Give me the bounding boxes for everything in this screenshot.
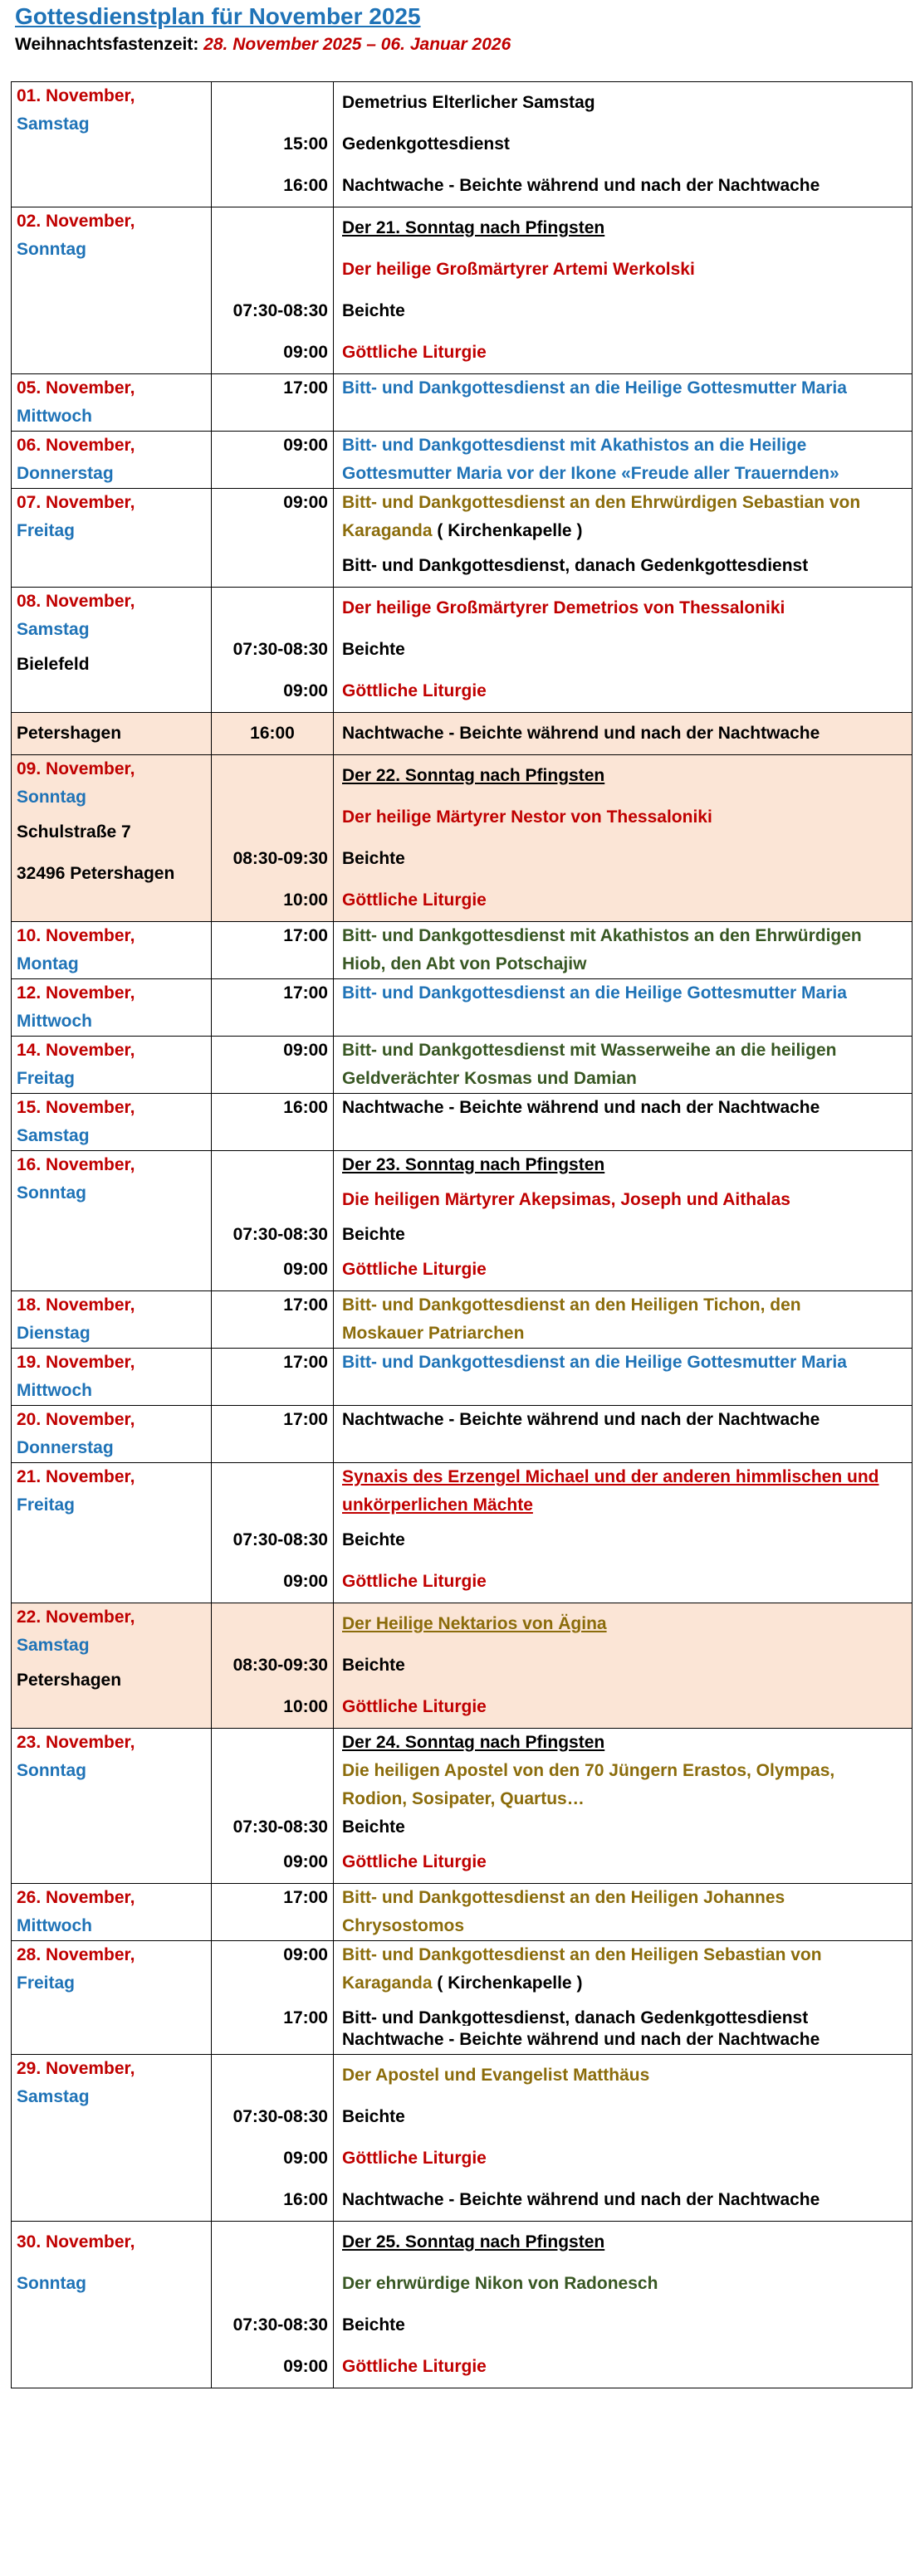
row-weekday: Freitag	[17, 521, 76, 540]
service-cell	[334, 755, 913, 922]
row-date: 05. November,	[17, 378, 135, 398]
schedule-row	[12, 1037, 913, 1094]
fasting-period	[15, 35, 511, 55]
event-title-cont: Chrysostomos	[342, 1916, 465, 1935]
schedule-row	[12, 1463, 913, 1603]
event-time: 09:00	[283, 2357, 328, 2376]
saint-of-day: Die heiligen Märtyrer Akepsimas, Joseph und Aithalas	[342, 1190, 790, 1209]
time-cell	[212, 713, 334, 755]
date-cell	[12, 755, 212, 922]
event-title: Göttliche Liturgie	[342, 2357, 487, 2376]
schedule-row	[12, 713, 913, 755]
row-date: 12. November,	[17, 983, 135, 1003]
event-title: Bitt- und Dankgottesdienst an den Heiligen Johannes	[342, 1888, 785, 1907]
service-cell	[334, 2222, 913, 2388]
event-time: 17:00	[283, 2008, 328, 2027]
service-cell	[334, 1884, 913, 1941]
service-schedule-table	[11, 81, 913, 2388]
feast-title: Synaxis des Erzengel Michael und der anderen himmlischen und	[342, 1467, 879, 1486]
row-address-street: Schulstraße 7	[17, 822, 131, 842]
event-title: Göttliche Liturgie	[342, 1260, 487, 1279]
event-title-cont: Moskauer Patriarchen	[342, 1324, 525, 1343]
schedule-row	[12, 1603, 913, 1729]
schedule-row	[12, 1941, 913, 2055]
date-cell	[12, 432, 212, 489]
event-title: Göttliche Liturgie	[342, 2149, 487, 2168]
event-title: Bitt- und Dankgottesdienst an den Heiligen Sebastian von	[342, 1945, 822, 1964]
sunday-title: Der 23. Sonntag nach Pfingsten	[342, 1155, 605, 1174]
time-cell	[212, 588, 334, 713]
event-title: Bitt- und Dankgottesdienst mit Akathistos an den Ehrwürdigen	[342, 926, 862, 945]
event-time: 17:00	[283, 926, 328, 945]
event-title: Beichte	[342, 1225, 405, 1244]
row-date: 15. November,	[17, 1098, 135, 1117]
row-date: 01. November,	[17, 86, 135, 105]
event-time: 17:00	[283, 1888, 328, 1907]
row-date: 29. November,	[17, 2059, 135, 2078]
event-time: 16:00	[283, 176, 328, 195]
date-cell	[12, 1406, 212, 1463]
date-cell	[12, 588, 212, 713]
row-weekday: Mittwoch	[17, 407, 92, 426]
row-date: 18. November,	[17, 1295, 135, 1315]
event-title: Beichte	[342, 2315, 405, 2334]
event-time: 09:00	[283, 681, 328, 700]
row-weekday: Mittwoch	[17, 1916, 92, 1935]
row-date: 21. November,	[17, 1467, 135, 1486]
event-title: Beichte	[342, 2107, 405, 2126]
event-title: Beichte	[342, 640, 405, 659]
time-cell	[212, 1037, 334, 1094]
service-cell	[334, 713, 913, 755]
row-weekday: Mittwoch	[17, 1381, 92, 1400]
row-date: 10. November,	[17, 926, 135, 945]
event-title: Bitt- und Dankgottesdienst an die Heilige Gottesmutter Maria	[342, 1353, 847, 1372]
service-cell	[334, 82, 913, 207]
saint-of-day: Der heilige Großmärtyrer Demetrios von Thessaloniki	[342, 598, 785, 617]
event-time: 09:00	[283, 343, 328, 362]
service-cell	[334, 1603, 913, 1729]
date-cell	[12, 2222, 212, 2388]
fasting-period-label: Weihnachtsfastenzeit:	[15, 35, 199, 54]
event-title: Göttliche Liturgie	[342, 343, 487, 362]
sunday-title: Der 22. Sonntag nach Pfingsten	[342, 766, 605, 785]
row-date: 14. November,	[17, 1041, 135, 1060]
saint-of-day: Die heiligen Apostel von den 70 Jüngern Erastos, Olympas,	[342, 1761, 835, 1780]
fasting-period-range: 28. November 2025 – 06. Januar 2026	[203, 35, 511, 54]
schedule-row	[12, 374, 913, 432]
event-time: 09:00	[283, 493, 328, 512]
event-time: 17:00	[283, 1410, 328, 1429]
event-time: 09:00	[283, 1041, 328, 1060]
event-title-cont: Geldverächter Kosmas und Damian	[342, 1069, 637, 1088]
event-title: Gedenkgottesdienst	[342, 134, 510, 154]
time-cell	[212, 1729, 334, 1884]
time-cell	[212, 1603, 334, 1729]
row-weekday: Samstag	[17, 620, 90, 639]
service-cell	[334, 432, 913, 489]
row-weekday: Sonntag	[17, 2274, 86, 2293]
event-title: Beichte	[342, 849, 405, 868]
time-cell	[212, 1094, 334, 1151]
event-title: Beichte	[342, 1530, 405, 1549]
schedule-row	[12, 1406, 913, 1463]
row-date: 26. November,	[17, 1888, 135, 1907]
row-date: 08. November,	[17, 592, 135, 611]
event-title: Bitt- und Dankgottesdienst an die Heilige Gottesmutter Maria	[342, 378, 847, 398]
schedule-row	[12, 1349, 913, 1406]
event-time: 10:00	[283, 890, 328, 910]
schedule-row	[12, 2055, 913, 2222]
schedule-row	[12, 489, 913, 588]
location-note: ( Kirchenkapelle )	[432, 1973, 583, 1993]
event-time: 17:00	[283, 1295, 328, 1315]
service-cell	[334, 1291, 913, 1349]
time-cell	[212, 1884, 334, 1941]
event-time: 16:00	[283, 1098, 328, 1117]
service-cell	[334, 1463, 913, 1603]
date-cell	[12, 1094, 212, 1151]
service-cell	[334, 2055, 913, 2222]
event-title: Bitt- und Dankgottesdienst, danach Gedenkgottesdienst	[342, 556, 809, 575]
service-cell	[334, 1406, 913, 1463]
schedule-row	[12, 979, 913, 1037]
time-cell	[212, 489, 334, 588]
row-weekday: Sonntag	[17, 240, 86, 259]
event-title-cont: Hiob, den Abt von Potschajiw	[342, 954, 587, 973]
row-location: Petershagen	[17, 724, 122, 743]
time-cell	[212, 755, 334, 922]
date-cell	[12, 82, 212, 207]
service-cell	[334, 1151, 913, 1291]
row-weekday: Donnerstag	[17, 1438, 114, 1457]
schedule-row	[12, 207, 913, 374]
event-time: 08:30-09:30	[232, 849, 328, 868]
date-cell	[12, 489, 212, 588]
service-cell	[334, 1037, 913, 1094]
schedule-row	[12, 432, 913, 489]
time-cell	[212, 432, 334, 489]
row-date: 06. November,	[17, 436, 135, 455]
row-weekday: Mittwoch	[17, 1012, 92, 1031]
row-date: 16. November,	[17, 1155, 135, 1174]
time-cell	[212, 374, 334, 432]
event-time: 09:00	[283, 1852, 328, 1871]
schedule-row	[12, 1729, 913, 1884]
location-note: ( Kirchenkapelle )	[432, 521, 583, 540]
row-weekday: Samstag	[17, 2087, 90, 2106]
event-time: 07:30-08:30	[232, 301, 328, 320]
event-title: Beichte	[342, 1817, 405, 1837]
time-cell	[212, 2055, 334, 2222]
event-title: Nachtwache - Beichte während und nach der Nachtwache	[342, 2030, 820, 2049]
sunday-title: Der 25. Sonntag nach Pfingsten	[342, 2232, 605, 2252]
date-cell	[12, 1884, 212, 1941]
date-cell	[12, 374, 212, 432]
row-location: Petershagen	[17, 1671, 122, 1690]
event-title: Nachtwache - Beichte während und nach der Nachtwache	[342, 1410, 820, 1429]
schedule-row	[12, 1884, 913, 1941]
feast-title-cont: unkörperlichen Mächte	[342, 1495, 533, 1515]
event-title: Göttliche Liturgie	[342, 681, 487, 700]
row-weekday: Dienstag	[17, 1324, 91, 1343]
event-title: Nachtwache - Beichte während und nach der Nachtwache	[342, 176, 820, 195]
event-time: 07:30-08:30	[232, 1225, 328, 1244]
row-address-city: 32496 Petershagen	[17, 864, 175, 883]
date-cell	[12, 1151, 212, 1291]
time-cell	[212, 1941, 334, 2055]
service-cell	[334, 207, 913, 374]
time-cell	[212, 1463, 334, 1603]
row-weekday: Montag	[17, 954, 79, 973]
saint-of-day: Der ehrwürdige Nikon von Radonesch	[342, 2274, 658, 2293]
row-weekday: Freitag	[17, 1973, 76, 1993]
event-title: Nachtwache - Beichte während und nach der Nachtwache	[342, 2190, 820, 2209]
event-time: 09:00	[283, 1260, 328, 1279]
time-cell	[212, 979, 334, 1037]
saint-of-day: Der Heilige Nektarios von Ägina	[342, 1614, 607, 1633]
service-cell	[334, 588, 913, 713]
event-title-cont: Gottesmutter Maria vor der Ikone «Freude aller Trauernden»	[342, 464, 839, 483]
event-title: Bitt- und Dankgottesdienst mit Akathistos an die Heilige	[342, 436, 807, 455]
event-title: Demetrius Elterlicher Samstag	[342, 93, 595, 112]
event-time: 09:00	[283, 436, 328, 455]
event-title: Göttliche Liturgie	[342, 1852, 487, 1871]
row-weekday: Donnerstag	[17, 464, 114, 483]
event-title: Bitt- und Dankgottesdienst an die Heilige Gottesmutter Maria	[342, 983, 847, 1003]
date-cell	[12, 713, 212, 755]
row-weekday: Sonntag	[17, 1761, 86, 1780]
event-time: 09:00	[283, 1572, 328, 1591]
event-title: Göttliche Liturgie	[342, 1572, 487, 1591]
service-cell	[334, 979, 913, 1037]
event-time: 17:00	[283, 1353, 328, 1372]
event-time: 07:30-08:30	[232, 1817, 328, 1837]
time-cell	[212, 1406, 334, 1463]
event-time: 10:00	[283, 1697, 328, 1716]
event-time: 09:00	[283, 1945, 328, 1964]
sunday-title: Der 24. Sonntag nach Pfingsten	[342, 1733, 605, 1752]
time-cell	[212, 1349, 334, 1406]
event-time: 07:30-08:30	[232, 1530, 328, 1549]
schedule-row	[12, 588, 913, 713]
row-weekday: Freitag	[17, 1069, 76, 1088]
saint-of-day: Der heilige Märtyrer Nestor von Thessaloniki	[342, 807, 712, 827]
date-cell	[12, 1037, 212, 1094]
date-cell	[12, 1349, 212, 1406]
date-cell	[12, 2055, 212, 2222]
service-cell	[334, 922, 913, 979]
time-cell	[212, 82, 334, 207]
page-title: Gottesdienstplan für November 2025	[15, 3, 421, 29]
event-time: 07:30-08:30	[232, 640, 328, 659]
event-time: 09:00	[283, 2149, 328, 2168]
event-title: Bitt- und Dankgottesdienst an den Heiligen Tichon, den	[342, 1295, 801, 1315]
event-title: Beichte	[342, 301, 405, 320]
date-cell	[12, 1603, 212, 1729]
row-weekday: Sonntag	[17, 788, 86, 807]
event-time: 15:00	[283, 134, 328, 154]
event-time: 17:00	[283, 378, 328, 398]
date-cell	[12, 207, 212, 374]
schedule-row	[12, 922, 913, 979]
date-cell	[12, 1941, 212, 2055]
row-date: 23. November,	[17, 1733, 135, 1752]
date-cell	[12, 1463, 212, 1603]
event-title: Bitt- und Dankgottesdienst mit Wasserweihe an die heiligen	[342, 1041, 837, 1060]
date-cell	[12, 922, 212, 979]
row-date: 30. November,	[17, 2232, 135, 2252]
row-date: 02. November,	[17, 212, 135, 231]
time-cell	[212, 1151, 334, 1291]
event-time: 08:30-09:30	[232, 1656, 328, 1675]
service-cell	[334, 1349, 913, 1406]
row-weekday: Sonntag	[17, 1183, 86, 1203]
row-date: 22. November,	[17, 1608, 135, 1627]
row-date: 19. November,	[17, 1353, 135, 1372]
event-time: 16:00	[283, 2190, 328, 2209]
event-time: 07:30-08:30	[232, 2315, 328, 2334]
service-cell	[334, 374, 913, 432]
sunday-title: Der 21. Sonntag nach Pfingsten	[342, 218, 605, 237]
date-cell	[12, 979, 212, 1037]
row-location: Bielefeld	[17, 655, 90, 674]
date-cell	[12, 1291, 212, 1349]
schedule-row	[12, 2222, 913, 2388]
event-title: Nachtwache - Beichte während und nach der Nachtwache	[342, 724, 820, 743]
event-title: Bitt- und Dankgottesdienst, danach Gedenkgottesdienst	[342, 2008, 809, 2026]
service-cell	[334, 1941, 913, 2055]
service-cell	[334, 1094, 913, 1151]
event-time: 16:00	[250, 724, 295, 743]
schedule-row	[12, 1151, 913, 1291]
row-date: 20. November,	[17, 1410, 135, 1429]
event-title: Göttliche Liturgie	[342, 1697, 487, 1716]
saint-of-day: Der heilige Großmärtyrer Artemi Werkolski	[342, 260, 695, 279]
event-title: Beichte	[342, 1656, 405, 1675]
schedule-row	[12, 755, 913, 922]
row-date: 07. November,	[17, 493, 135, 512]
schedule-row	[12, 1094, 913, 1151]
schedule-row	[12, 1291, 913, 1349]
date-cell	[12, 1729, 212, 1884]
event-title: Göttliche Liturgie	[342, 890, 487, 910]
event-title: Bitt- und Dankgottesdienst an den Ehrwürdigen Sebastian von	[342, 493, 861, 512]
schedule-row	[12, 82, 913, 207]
event-time: 17:00	[283, 983, 328, 1003]
service-cell	[334, 489, 913, 588]
time-cell	[212, 2222, 334, 2388]
time-cell	[212, 922, 334, 979]
row-weekday: Samstag	[17, 115, 90, 134]
time-cell	[212, 1291, 334, 1349]
event-title-cont	[334, 517, 912, 545]
event-title: Nachtwache - Beichte während und nach der Nachtwache	[342, 1098, 820, 1117]
saint-of-day: Der Apostel und Evangelist Matthäus	[342, 2066, 650, 2085]
row-date: 09. November,	[17, 759, 135, 778]
row-weekday: Samstag	[17, 1636, 90, 1655]
service-cell	[334, 1729, 913, 1884]
saint-of-day-cont: Rodion, Sosipater, Quartus…	[342, 1789, 585, 1808]
row-weekday: Freitag	[17, 1495, 76, 1515]
row-weekday: Samstag	[17, 1126, 90, 1145]
time-cell	[212, 207, 334, 374]
event-time: 07:30-08:30	[232, 2107, 328, 2126]
place-name: Karaganda	[342, 1973, 433, 1993]
place-name: Karaganda	[342, 521, 433, 540]
event-title-cont	[334, 1969, 912, 1998]
row-date: 28. November,	[17, 1945, 135, 1964]
